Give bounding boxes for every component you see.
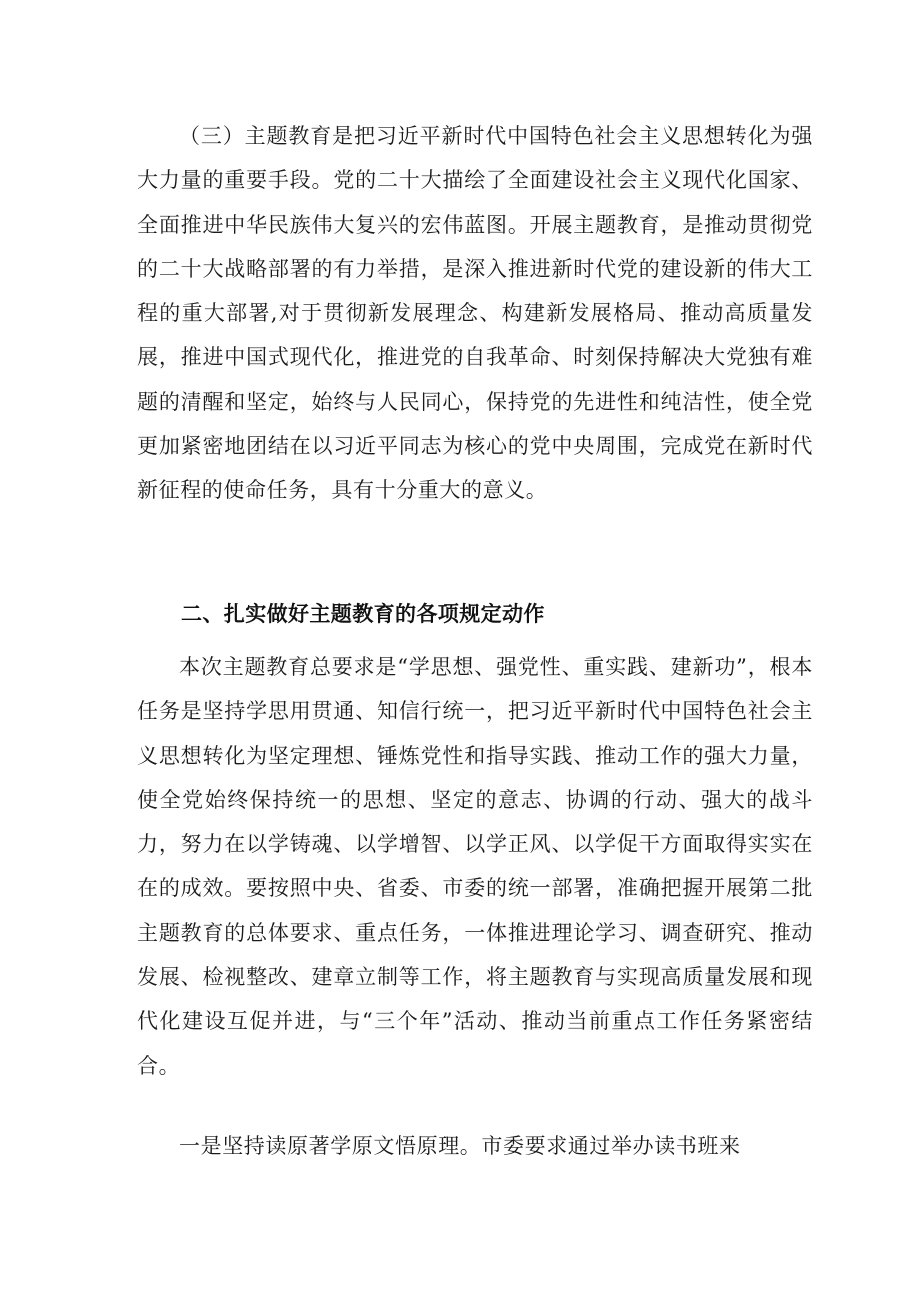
paragraph-read-originals: 一是坚持读原著学原文悟原理。市委要求通过举办读书班来 <box>179 1134 741 1158</box>
section-heading-required-actions: 二、扎实做好主题教育的各项规定动作 <box>181 602 545 626</box>
paragraph-general-requirements: 本次主题教育总要求是“学思想、强党性、重实践、建新功”，根本任务是坚持学思用贯通、知信行统一，把习近平新时代中国特色社会主义思想转化为坚定理想、锤炼党性和指导实践、推动工作的强大力量，使全党始终保持统一的思想、坚定的意志、协调的行动、强大的战斗力，努力在以学铸魂、以学增智、以学正风、以学促干方面取得实实在在的成效。要按照中央、省委、市委的统一部署，准确把握开展第二批主题教育的总体要求、重点任务，一体推进理论学习、调查研究、推动发展、检视整改、建章立制等工作，将主题教育与实现高质量发展和现代化建设互促并进，与“三个年”活动、推动当前重点工作任务紧密结合。 <box>137 655 813 1078</box>
paragraph-theme-education-means: （三）主题教育是把习近平新时代中国特色社会主义思想转化为强大力量的重要手段。党的二十大描绘了全面建设社会主义现代化国家、全面推进中华民族伟大复兴的宏伟蓝图。开展主题教育，是推动贯彻党的二十大战略部署的有力举措，是深入推进新时代党的建设新的伟大工程的重大部署,对于贯彻新发展理念、构建新发展格局、推动高质量发展，推进中国式现代化，推进党的自我革命、时刻保持解决大党独有难题的清醒和坚定，始终与人民同心，保持党的先进性和纯洁性，使全党更加紧密地团结在以习近平同志为核心的党中央周围，完成党在新时代新征程的使命任务，具有十分重大的意义。 <box>137 124 813 503</box>
